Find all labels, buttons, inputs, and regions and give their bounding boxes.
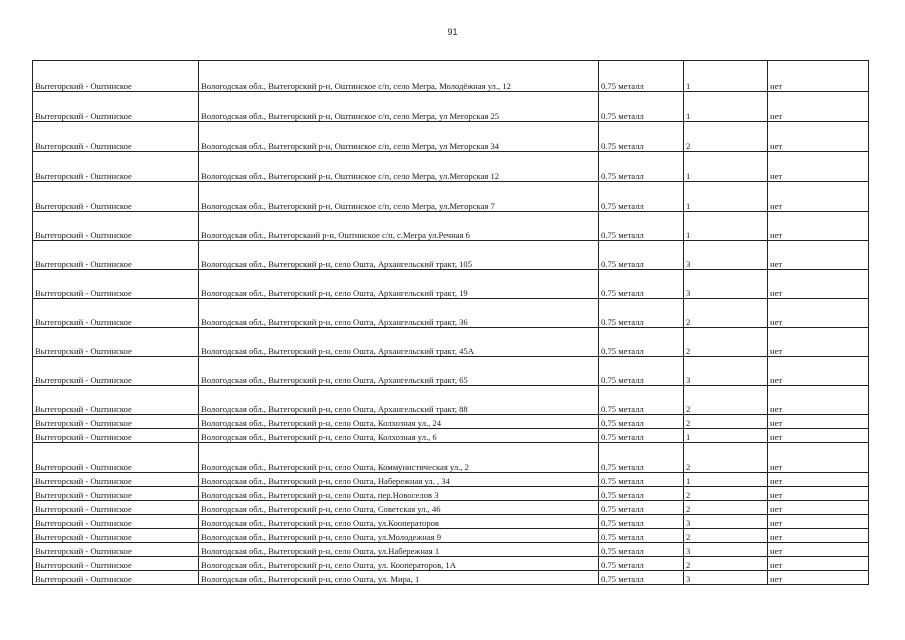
flag-cell: нет [768,543,869,557]
address-cell: Вологодская обл., Вытегорский р-н, село Ошта, Набережная ул. , 34 [199,473,599,487]
table-row [33,212,869,241]
flag-cell: нет [768,515,869,529]
page-number: 91 [447,27,458,37]
count-cell: 2 [684,487,768,501]
volume-cell: 0.75 металл [599,182,684,212]
flag-cell: нет [768,92,869,122]
district-cell: Вытегорский - Оштинское [33,557,199,571]
count-cell: 3 [684,543,768,557]
volume-cell: 0.75 металл [599,92,684,122]
count-cell: 2 [684,529,768,543]
district-cell: Вытегорский - Оштинское [33,270,199,299]
volume-cell: 0.75 металл [599,487,684,501]
address-cell: Вологодская обл., Вытегорский р-н, село Ошта, Архангельский тракт, 88 [199,386,599,415]
table-row [33,152,869,182]
table-row [33,487,869,501]
address-cell: Вологодская обл., Вытегорский р-н, село Ошта, Архангельский тракт, 19 [199,270,599,299]
address-cell: Вологодская обл., Вытегорский р-н, село Ошта, ул. Мира, 1 [199,571,599,585]
table-row [33,443,869,473]
address-cell: Вологодская обл., Вытегорский р-н, село Ошта, ул.Набережная 1 [199,543,599,557]
flag-cell: нет [768,270,869,299]
table-row [33,501,869,515]
district-cell: Вытегорский - Оштинское [33,61,199,92]
table-row [33,61,869,92]
volume-cell: 0.75 металл [599,443,684,473]
table-row [33,122,869,152]
volume-cell: 0.75 металл [599,122,684,152]
count-cell: 2 [684,386,768,415]
district-cell: Вытегорский - Оштинское [33,415,199,429]
volume-cell: 0.75 металл [599,429,684,443]
volume-cell: 0.75 металл [599,501,684,515]
flag-cell: нет [768,122,869,152]
flag-cell: нет [768,182,869,212]
volume-cell: 0.75 металл [599,571,684,585]
volume-cell: 0.75 металл [599,515,684,529]
address-cell: Вологодская обл., Вытегорский р-н, село Ошта, ул.Кооператоров [199,515,599,529]
count-cell: 3 [684,515,768,529]
count-cell: 1 [684,92,768,122]
count-cell: 1 [684,61,768,92]
count-cell: 2 [684,328,768,357]
count-cell: 2 [684,443,768,473]
count-cell: 2 [684,415,768,429]
flag-cell: нет [768,571,869,585]
volume-cell: 0.75 металл [599,543,684,557]
flag-cell: нет [768,529,869,543]
address-cell: Вологодская обл., Вытегорский р-н, Оштинское с/п, село Мегра, Молодёжная ул., 12 [199,61,599,92]
district-cell: Вытегорский - Оштинское [33,212,199,241]
district-cell: Вытегорский - Оштинское [33,328,199,357]
district-cell: Вытегорский - Оштинское [33,429,199,443]
flag-cell: нет [768,61,869,92]
volume-cell: 0.75 металл [599,357,684,386]
district-cell: Вытегорский - Оштинское [33,571,199,585]
volume-cell: 0.75 металл [599,241,684,270]
flag-cell: нет [768,241,869,270]
district-cell: Вытегорский - Оштинское [33,122,199,152]
address-cell: Вологодская обл., Вытегорский р-н, село Ошта, пер.Новоселов 3 [199,487,599,501]
container-sites-table [32,60,869,585]
address-cell: Вологодская обл., Вытегорский р-н, село Ошта, Колхозная ул., 6 [199,429,599,443]
address-cell: Вологодская обл., Вытегорский р-н, село Ошта, ул.Молодежная 9 [199,529,599,543]
address-cell: Вологодская обл., Вытегорский р-н, село Ошта, Архангельский тракт, 105 [199,241,599,270]
table-row [33,299,869,328]
flag-cell: нет [768,501,869,515]
table-row [33,543,869,557]
address-cell: Вологодская обл., Вытегорский р-н, Оштинское с/п, село Мегра, ул.Мегорская 7 [199,182,599,212]
table-row [33,557,869,571]
district-cell: Вытегорский - Оштинское [33,501,199,515]
district-cell: Вытегорский - Оштинское [33,182,199,212]
address-cell: Вологодская обл., Вытегорскаий р-н, Оштинское с/п, с.Мегра ул.Речная 6 [199,212,599,241]
flag-cell: нет [768,487,869,501]
count-cell: 3 [684,241,768,270]
count-cell: 1 [684,429,768,443]
volume-cell: 0.75 металл [599,529,684,543]
district-cell: Вытегорский - Оштинское [33,386,199,415]
table-row [33,429,869,443]
table-row [33,473,869,487]
table-row [33,182,869,212]
table-row [33,241,869,270]
district-cell: Вытегорский - Оштинское [33,357,199,386]
count-cell: 3 [684,270,768,299]
district-cell: Вытегорский - Оштинское [33,529,199,543]
district-cell: Вытегорский - Оштинское [33,92,199,122]
volume-cell: 0.75 металл [599,152,684,182]
table-row [33,529,869,543]
address-cell: Вологодская обл., Вытегорский р-н, Оштинское с/п, село Мегра, ул Мегорская 25 [199,92,599,122]
table-row [33,270,869,299]
address-cell: Вологодская обл., Вытегорский р-н, село Ошта, ул. Кооператоров, 1А [199,557,599,571]
volume-cell: 0.75 металл [599,328,684,357]
flag-cell: нет [768,473,869,487]
flag-cell: нет [768,386,869,415]
table-row [33,386,869,415]
address-cell: Вологодская обл., Вытегорский р-н, село Ошта, Архангельский тракт, 36 [199,299,599,328]
flag-cell: нет [768,357,869,386]
district-cell: Вытегорский - Оштинское [33,152,199,182]
count-cell: 1 [684,473,768,487]
table-row [33,415,869,429]
address-cell: Вологодская обл., Вытегорский р-н, село Ошта, Коммунистическая ул., 2 [199,443,599,473]
address-cell: Вологодская обл., Вытегорский р-н, село Ошта, Советская ул., 46 [199,501,599,515]
volume-cell: 0.75 металл [599,473,684,487]
flag-cell: нет [768,152,869,182]
table-row [33,515,869,529]
district-cell: Вытегорский - Оштинское [33,299,199,328]
count-cell: 1 [684,152,768,182]
volume-cell: 0.75 металл [599,270,684,299]
district-cell: Вытегорский - Оштинское [33,487,199,501]
table-body [33,61,869,585]
table-row [33,92,869,122]
volume-cell: 0.75 металл [599,212,684,241]
volume-cell: 0.75 металл [599,415,684,429]
address-cell: Вологодская обл., Вытегорский р-н, Оштинское с/п, село Мегра, ул.Мегорская 12 [199,152,599,182]
volume-cell: 0.75 металл [599,386,684,415]
flag-cell: нет [768,429,869,443]
address-cell: Вологодская обл., Вытегорский р-н, село Ошта, Колхозная ул., 24 [199,415,599,429]
flag-cell: нет [768,443,869,473]
flag-cell: нет [768,299,869,328]
count-cell: 1 [684,182,768,212]
table-row [33,357,869,386]
flag-cell: нет [768,212,869,241]
count-cell: 2 [684,557,768,571]
district-cell: Вытегорский - Оштинское [33,443,199,473]
district-cell: Вытегорский - Оштинское [33,515,199,529]
address-cell: Вологодская обл., Вытегорский р-н, село Ошта, Архангельский тракт, 45А [199,328,599,357]
volume-cell: 0.75 металл [599,299,684,328]
table-row [33,571,869,585]
volume-cell: 0.75 металл [599,557,684,571]
count-cell: 3 [684,357,768,386]
count-cell: 2 [684,501,768,515]
address-cell: Вологодская обл., Вытегорский р-н, Оштинское с/п, село Мегра, ул Мегорская 34 [199,122,599,152]
flag-cell: нет [768,328,869,357]
district-cell: Вытегорский - Оштинское [33,473,199,487]
flag-cell: нет [768,557,869,571]
count-cell: 2 [684,122,768,152]
address-cell: Вологодская обл., Вытегорский р-н, село Ошта, Архангельский тракт, 65 [199,357,599,386]
count-cell: 1 [684,212,768,241]
count-cell: 3 [684,571,768,585]
district-cell: Вытегорский - Оштинское [33,543,199,557]
district-cell: Вытегорский - Оштинское [33,241,199,270]
volume-cell: 0.75 металл [599,61,684,92]
table-row [33,328,869,357]
count-cell: 2 [684,299,768,328]
flag-cell: нет [768,415,869,429]
